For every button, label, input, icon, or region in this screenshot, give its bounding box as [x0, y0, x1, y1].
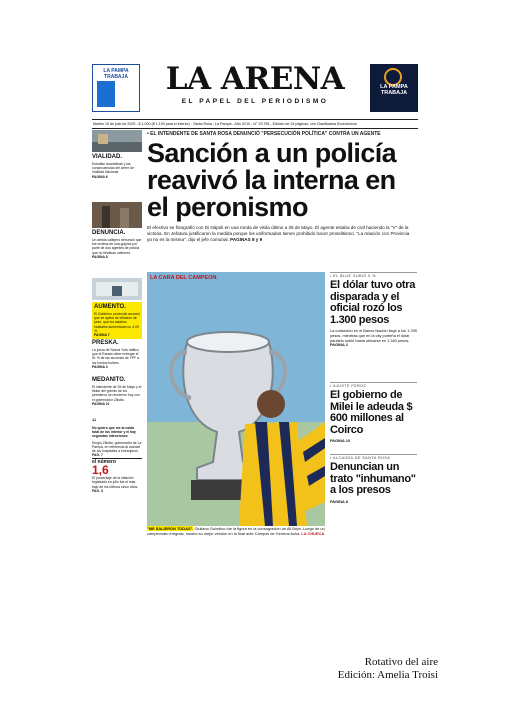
ad-right-text: LA PAMPA TRABAJA — [380, 84, 408, 96]
photo-caption: "ME SALIERON TODAS". Giuliano Guindino fue la figura en la consagración de All Boys. Luego de un campeonato irregular, mostró su mejor versión en la final ante Campos de General Acha. LA CHUECA — [147, 526, 325, 536]
quote-box: “ No quiero que me la caída total de los interior y el hay segundas intenciones Sergio Ziliotto, gobernador de La Pampa, en referencia al arancel de los hospitales a extranjeros. PAG. 7 — [92, 417, 142, 458]
dateline: Martes 15 de julio de 2025 - $ 1.000 ($ 1.100 para el interior) - Santa Rosa - La Pampa - Año XCIX - N° 29.795 - Edición de 24 páginas, con Clasificados Económicos — [92, 119, 418, 129]
champion-photo — [147, 272, 325, 526]
brief-medanito[interactable]: MEDANITO. El intendente de 25 de Mayo y el titular del gremio de los petroleros se reunieron hoy con el gobernador Ziliotto. PAGINA 21 — [92, 377, 142, 406]
la-pampa-map-icon — [97, 81, 115, 107]
main-headline[interactable]: Sanción a un policía reavivó la interna en el peronismo — [147, 138, 397, 222]
credit-line-2: Edición: Amelia Troisi — [337, 669, 438, 681]
brief-aumento[interactable]: AUMENTO. El Gobierno provincial anunció que se aplica de inflación de junio, que los salarios estatales aumentarán un 4,09 %. PAGINA 7 — [92, 302, 142, 339]
left-column — [92, 130, 142, 542]
brief-vialidad[interactable]: VIALIDAD. Estudian Asambleas y las consecuencias del cierre de Vialidad Nacional. PAGINA 6 — [92, 154, 135, 179]
la-pampa-trabaja-ad-right[interactable] — [370, 64, 418, 112]
credit-line-1: Rotativo del aire — [364, 656, 438, 668]
story-presos[interactable]: • ALCAIDÍA DE SANTA ROSA Denuncian un trato "inhumano" a los presos PAGINA 8 — [330, 456, 416, 504]
vialidad-photo — [92, 130, 142, 152]
main-lead: El efectivo se fotografió con Di Nápoli en una ronda de visita último a 25 de Mayo. El agente estaba de civil haciendo la "V" de la victoria. En Jefatura justificaron la medida porque los uniformados tienen prohibido hacer proselitismo. "La relación con Provincia ya no es la misma", dijo el jefe comunal. PAGINAS 8 y 9 — [147, 225, 410, 243]
main-kicker: • EL INTENDENTE DE SANTA ROSA DENUNCIÓ "PERSECUCIÓN POLÍTICA" CONTRA UN AGENTE — [147, 131, 381, 137]
newspaper-tagline: EL PAPEL DEL PERIODISMO — [181, 98, 329, 105]
aumento-photo — [92, 278, 142, 300]
la-pampa-trabaja-ad-left[interactable] — [92, 64, 140, 112]
el-numero-box: el número 1,6 El porcentaje de la inflación registrado en julio fue el más bajo de los últimos cinco años. PAG. 3 — [92, 458, 142, 493]
brief-denuncia[interactable]: DENUNCIA. Un artista callejero denunció que fue víctima de una golpiza por parte de dos agentes de policía que no llevaban uniforme. PAGINA 8 — [92, 230, 142, 259]
newspaper-logo: LA ARENA — [165, 61, 345, 97]
story-dolar[interactable]: • EL BLUE SUBIÓ 5 % El dólar tuvo otra disparada y el oficial rozó los 1.300 pesos La cotización en el Banco Nación llegó a los 1.295 pesos, mientras que en la city porteña el dólar paralelo subió hasta ubicarse en 1.340 pesos. PAGINA 2 — [330, 274, 417, 348]
photo-label: LA CARA DEL CAMPEON. — [150, 275, 218, 281]
newspaper-front-page — [92, 58, 418, 542]
brief-preska[interactable]: PRESKA. La jueza de Nueva York ratificó que el Estado debe entregar el 51 % de las acciones de YPF a los fondos buitres. PAGINA 3 — [92, 340, 140, 369]
ad-left-text: LA PAMPA TRABAJA — [103, 68, 129, 80]
denuncia-photo — [92, 202, 142, 228]
story-coirco[interactable]: • AJUSTE FEROZ El gobierno de Milei le adeuda $ 600 millones al Coirco PAGINA 10 — [330, 384, 413, 443]
quote-mark-icon: “ — [92, 417, 97, 427]
